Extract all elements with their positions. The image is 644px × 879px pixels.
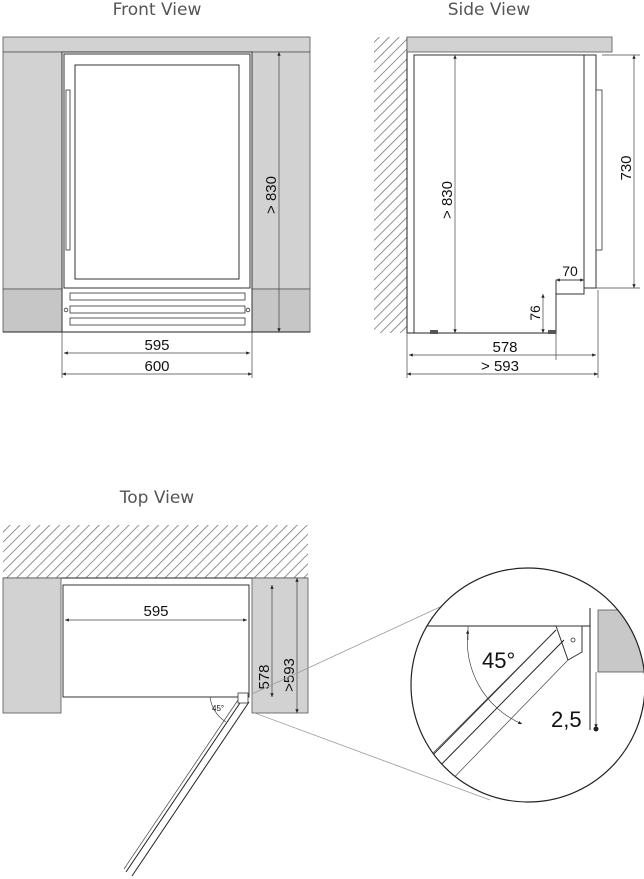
front-width-inner-label: 595	[144, 337, 170, 354]
front-height-label: > 830	[263, 176, 280, 214]
side-foot-front	[548, 330, 556, 334]
top-hinge	[238, 693, 248, 703]
front-door-handle	[66, 90, 70, 250]
side-plinth-height-label: 76	[527, 305, 543, 321]
side-door-handle	[596, 90, 602, 250]
detail-circle-fill	[411, 568, 644, 802]
detail-gap-point	[594, 727, 599, 732]
side-countertop	[407, 37, 612, 52]
front-left-cabinet	[3, 52, 62, 289]
top-door-edge-a	[126, 697, 244, 872]
top-depth-label: 578	[256, 664, 273, 690]
top-view-title: Top View	[119, 488, 195, 508]
detail-cabinet	[598, 610, 644, 672]
front-grille-slot-3	[70, 318, 245, 325]
side-depth-min-label: > 593	[481, 358, 519, 375]
top-angle-label: 45°	[212, 704, 225, 713]
detail-gap-label: 2,5	[551, 707, 582, 732]
front-grille-slot-1	[70, 293, 245, 300]
side-door	[584, 55, 596, 288]
side-height-appliance-label: 730	[618, 155, 635, 181]
side-plinth-depth-label: 70	[562, 263, 578, 279]
top-right-cabinet	[252, 578, 308, 713]
top-view	[3, 488, 308, 876]
front-right-cabinet	[252, 52, 310, 289]
front-left-plinth	[3, 289, 62, 332]
side-view-title: Side View	[447, 0, 531, 20]
detail-hinge-pin	[571, 638, 575, 642]
top-door-edge-b	[132, 702, 249, 876]
front-width-outer-label: 600	[144, 358, 170, 375]
side-plinth-step	[556, 280, 584, 294]
detail-angle-label: 45°	[482, 648, 516, 673]
front-right-plinth	[252, 289, 310, 332]
front-screw-right	[246, 308, 250, 312]
side-foot-rear	[430, 330, 438, 334]
front-view-title: Front View	[112, 0, 202, 20]
front-grille-slot-2	[70, 306, 245, 313]
top-left-cabinet	[3, 578, 61, 713]
side-view	[374, 0, 640, 378]
side-depth-label: 578	[492, 339, 518, 356]
detail-view	[252, 568, 644, 802]
front-door-glass	[75, 65, 239, 279]
side-back-wall	[374, 37, 407, 333]
top-appliance-body	[63, 585, 249, 697]
top-back-wall	[3, 525, 308, 578]
front-screw-left	[64, 308, 68, 312]
front-countertop	[3, 37, 310, 52]
top-depth-min-label: >593	[281, 658, 298, 692]
top-width-label: 595	[143, 603, 169, 620]
top-door-edge-c	[124, 700, 238, 869]
side-height-min-label: > 830	[439, 181, 456, 219]
front-view	[3, 0, 310, 378]
top-open-door	[124, 693, 249, 876]
